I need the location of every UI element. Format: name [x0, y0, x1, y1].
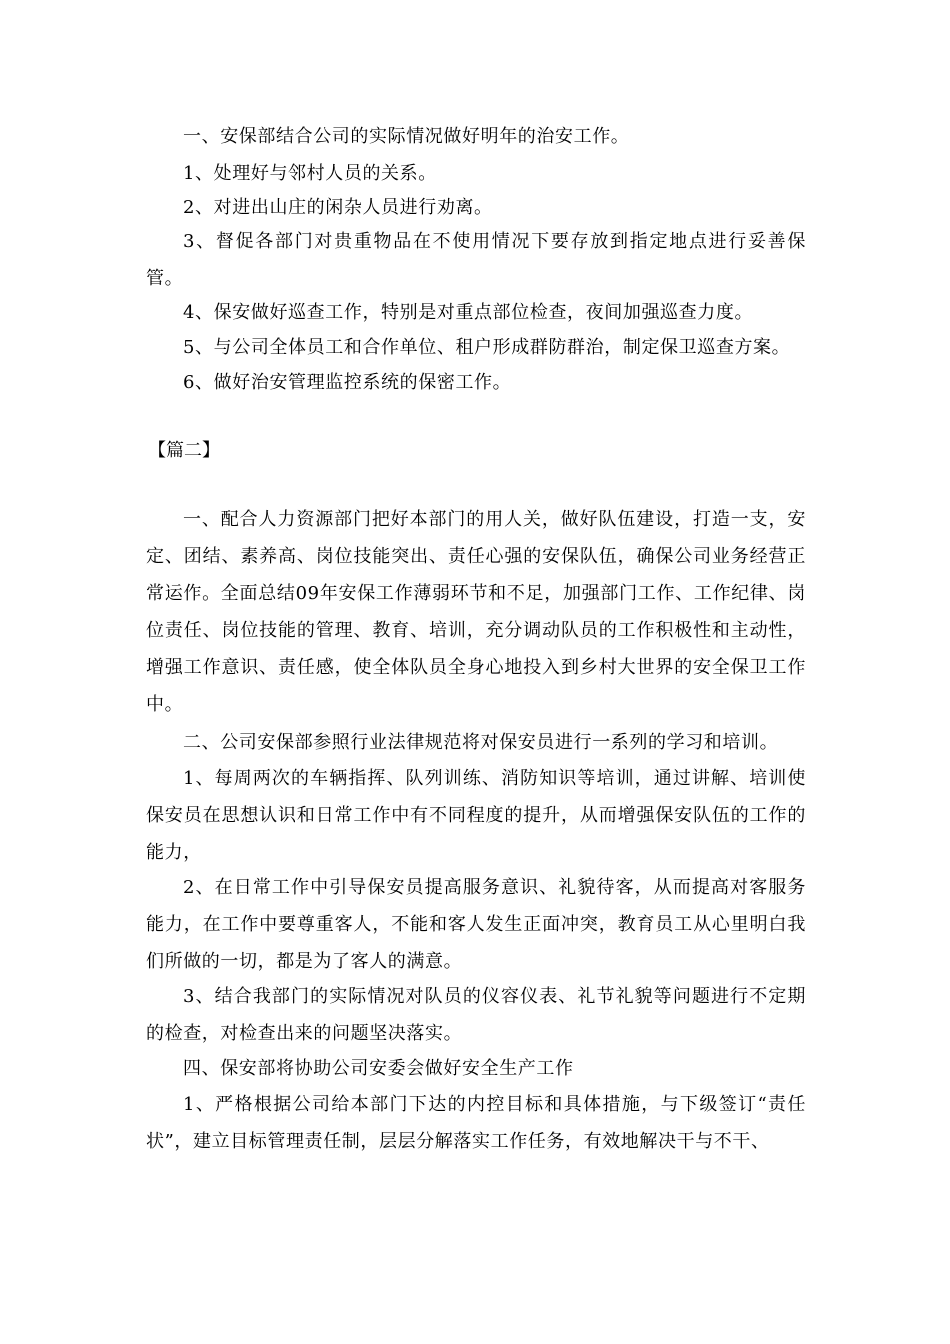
section2-paragraph-1: 一、配合人力资源部门把好本部门的用人关，做好队伍建设，打造一支，安定、团结、素养高、岗位技能突出、责任心强的安保队伍，确保公司业务经营正常运作。全面总结09年安保工作薄弱环节和不足，加强部门工作、工作纪律、岗位责任、岗位技能的管理、教育、培训，充分调动队员的工作积极性和主动性，增强工作意识、责任感，使全体队员全身心地投入到乡村大世界的安全保卫工作中。	[146, 509, 806, 715]
section2-heading: 【篇二】	[148, 440, 220, 461]
section1-line-1: 一、安保部结合公司的实际情况做好明年的治安工作。	[183, 126, 630, 147]
section1-line-2: 1、处理好与邻村人员的关系。	[183, 163, 437, 184]
section2-paragraph-2: 二、公司安保部参照行业法律规范将对保安员进行一系列的学习和培训。	[183, 732, 779, 753]
section2-paragraph-7: 1、严格根据公司给本部门下达的内控目标和具体措施，与下级签订“责任状”，建立目标管理责任制，层层分解落实工作任务，有效地解决干与不干、	[146, 1094, 806, 1152]
section1-line-5: 4、保安做好巡查工作，特别是对重点部位检查，夜间加强巡查力度。	[183, 302, 754, 323]
section1-line-4: 3、督促各部门对贵重物品在不使用情况下要存放到指定地点进行妥善保管。	[146, 231, 806, 289]
section1-line-3: 2、对进出山庄的闲杂人员进行劝离。	[183, 197, 493, 218]
section2-paragraph-3: 1、每周两次的车辆指挥、队列训练、消防知识等培训，通过讲解、培训使保安员在思想认识和日常工作中有不同程度的提升，从而增强保安队伍的工作的能力，	[146, 768, 806, 863]
section2-paragraph-4: 2、在日常工作中引导保安员提高服务意识、礼貌待客，从而提高对客服务能力，在工作中要尊重客人，不能和客人发生正面冲突，教育员工从心里明白我们所做的一切，都是为了客人的满意。	[146, 877, 806, 972]
section1-line-6: 5、与公司全体员工和合作单位、租户形成群防群治，制定保卫巡查方案。	[183, 337, 791, 358]
section1-line-7: 6、做好治安管理监控系统的保密工作。	[183, 372, 512, 393]
section2-paragraph-6: 四、保安部将协助公司安委会做好安全生产工作	[183, 1058, 574, 1079]
section2-paragraph-5: 3、结合我部门的实际情况对队员的仪容仪表、礼节礼貌等问题进行不定期的检查，对检查出来的问题坚决落实。	[146, 986, 806, 1044]
